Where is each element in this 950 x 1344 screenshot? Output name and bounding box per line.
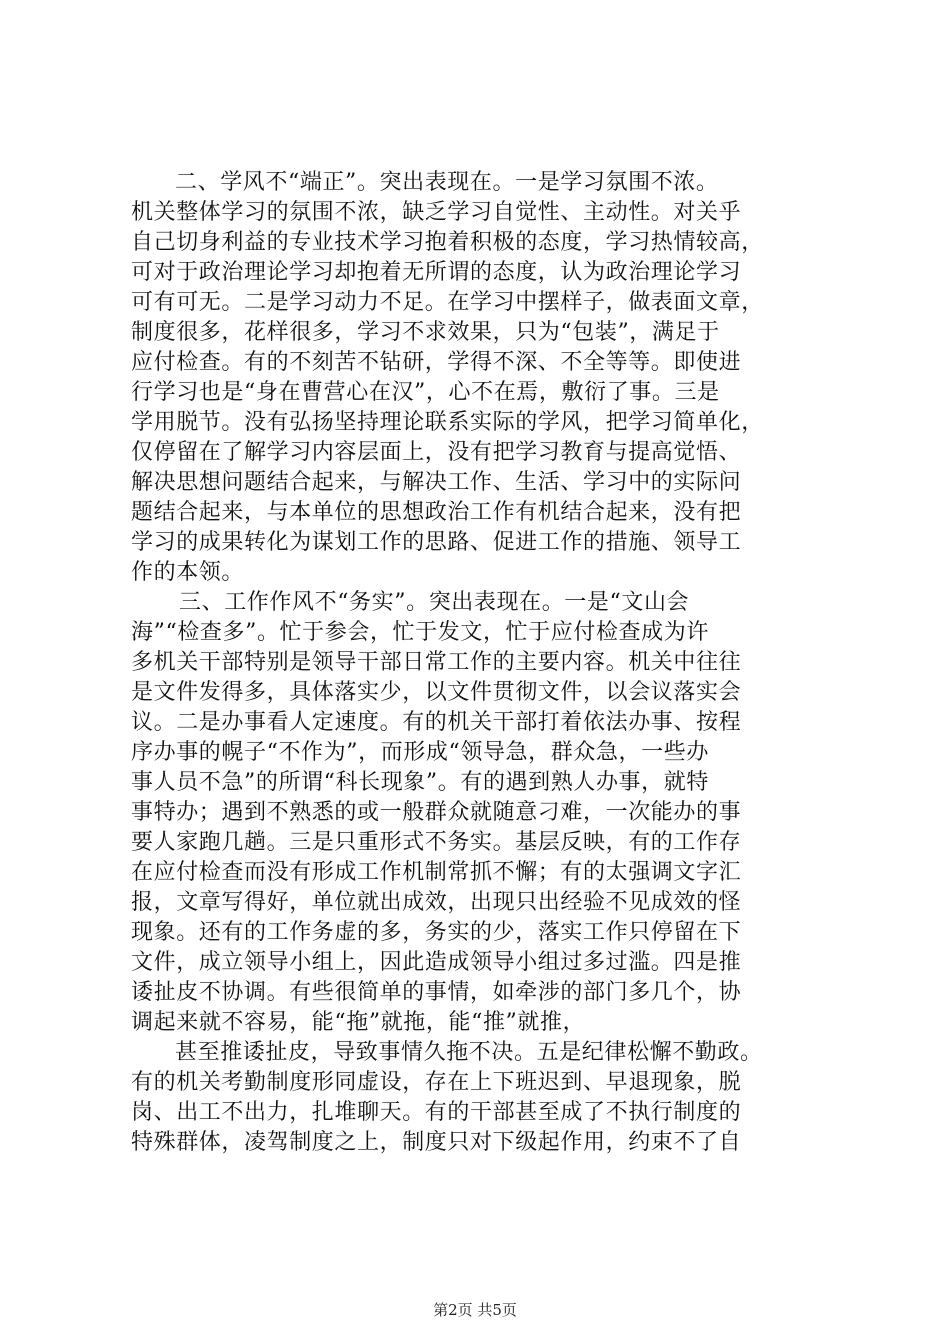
paragraph-line: 多机关干部特别是领导干部日常工作的主要内容。机关中往往 xyxy=(131,650,742,675)
paragraph-line: 议。二是办事看人定速度。有的机关干部打着依法办事、按程 xyxy=(131,710,742,735)
paragraph-line: 行学习也是“身在曹营心在汉”，心不在焉，敷衍了事。三是 xyxy=(131,380,720,405)
paragraph-line: 特殊群体，凌驾制度之上，制度只对下级起作用，约束不了自 xyxy=(131,1130,742,1155)
document-body xyxy=(131,168,831,1158)
paragraph-line: 二、学风不“端正”。突出表现在。一是学习氛围不浓。 xyxy=(175,170,719,195)
paragraph-line: 要人家跑几趟。三是只重形式不务实。基层反映，有的工作存 xyxy=(131,830,742,855)
paragraph-line: 海”“检查多”。忙于参会，忙于发文，忙于应付检查成为许 xyxy=(131,620,709,645)
paragraph-line: 文件，成立领导小组上，因此造成领导小组过多过滥。四是推 xyxy=(131,950,742,975)
paragraph-line: 学用脱节。没有弘扬坚持理论联系实际的学风，把学习简单化， xyxy=(131,410,764,435)
paragraph-line: 可对于政治理论学习却抱着无所谓的态度，认为政治理论学习 xyxy=(131,260,742,285)
paragraph-line: 是文件发得多，具体落实少，以文件贯彻文件，以会议落实会 xyxy=(131,680,742,705)
paragraph-line: 甚至推诿扯皮，导致事情久拖不决。五是纪律松懈不勤政。 xyxy=(175,1040,763,1065)
paragraph-line: 仅停留在了解学习内容层面上，没有把学习教育与提高觉悟、 xyxy=(131,440,742,465)
page-number-footer: 第2页 共5页 xyxy=(433,1301,517,1319)
paragraph-line: 自己切身利益的专业技术学习抱着积极的态度，学习热情较高， xyxy=(131,230,764,255)
paragraph-line: 岗、出工不出力，扎堆聊天。有的干部甚至成了不执行制度的 xyxy=(131,1100,742,1125)
paragraph-line: 在应付检查而没有形成工作机制常抓不懈；有的太强调文字汇 xyxy=(131,860,742,885)
paragraph-line: 三、工作作风不“务实”。突出表现在。一是“文山会 xyxy=(179,590,690,615)
paragraph-line: 报，文章写得好，单位就出成效，出现只出经验不见成效的怪 xyxy=(131,890,742,915)
paragraph-line: 机关整体学习的氛围不浓，缺乏学习自觉性、主动性。对关乎 xyxy=(131,200,742,225)
paragraph-line: 学习的成果转化为谋划工作的思路、促进工作的措施、领导工 xyxy=(131,530,742,555)
paragraph-line: 制度很多，花样很多，学习不求效果，只为“包装”，满足于 xyxy=(131,320,720,345)
paragraph-line: 可有可无。二是学习动力不足。在学习中摆样子，做表面文章， xyxy=(131,290,764,315)
paragraph-line: 解决思想问题结合起来，与解决工作、生活、学习中的实际问 xyxy=(131,470,742,495)
paragraph-line: 有的机关考勤制度形同虚设，存在上下班迟到、早退现象，脱 xyxy=(131,1070,742,1095)
paragraph-line: 事人员不急”的所谓“科长现象”。有的遇到熟人办事，就特 xyxy=(131,770,709,795)
paragraph-line: 事特办；遇到不熟悉的或一般群众就随意刁难，一次能办的事 xyxy=(131,800,742,825)
paragraph-line: 调起来就不容易，能“拖”就拖，能“推”就推， xyxy=(131,1010,586,1035)
paragraph-line: 现象。还有的工作务虚的多，务实的少，落实工作只停留在下 xyxy=(131,920,742,945)
paragraph-line: 序办事的幌子“不作为”，而形成“领导急，群众急，一些办 xyxy=(131,740,709,765)
paragraph-line: 应付检查。有的不刻苦不钻研，学得不深、不全等等。即使进 xyxy=(131,350,742,375)
paragraph-line: 诿扯皮不协调。有些很简单的事情，如牵涉的部门多几个，协 xyxy=(131,980,742,1005)
paragraph-line: 作的本领。 xyxy=(131,560,245,585)
paragraph-line: 题结合起来，与本单位的思想政治工作有机结合起来，没有把 xyxy=(131,500,742,525)
